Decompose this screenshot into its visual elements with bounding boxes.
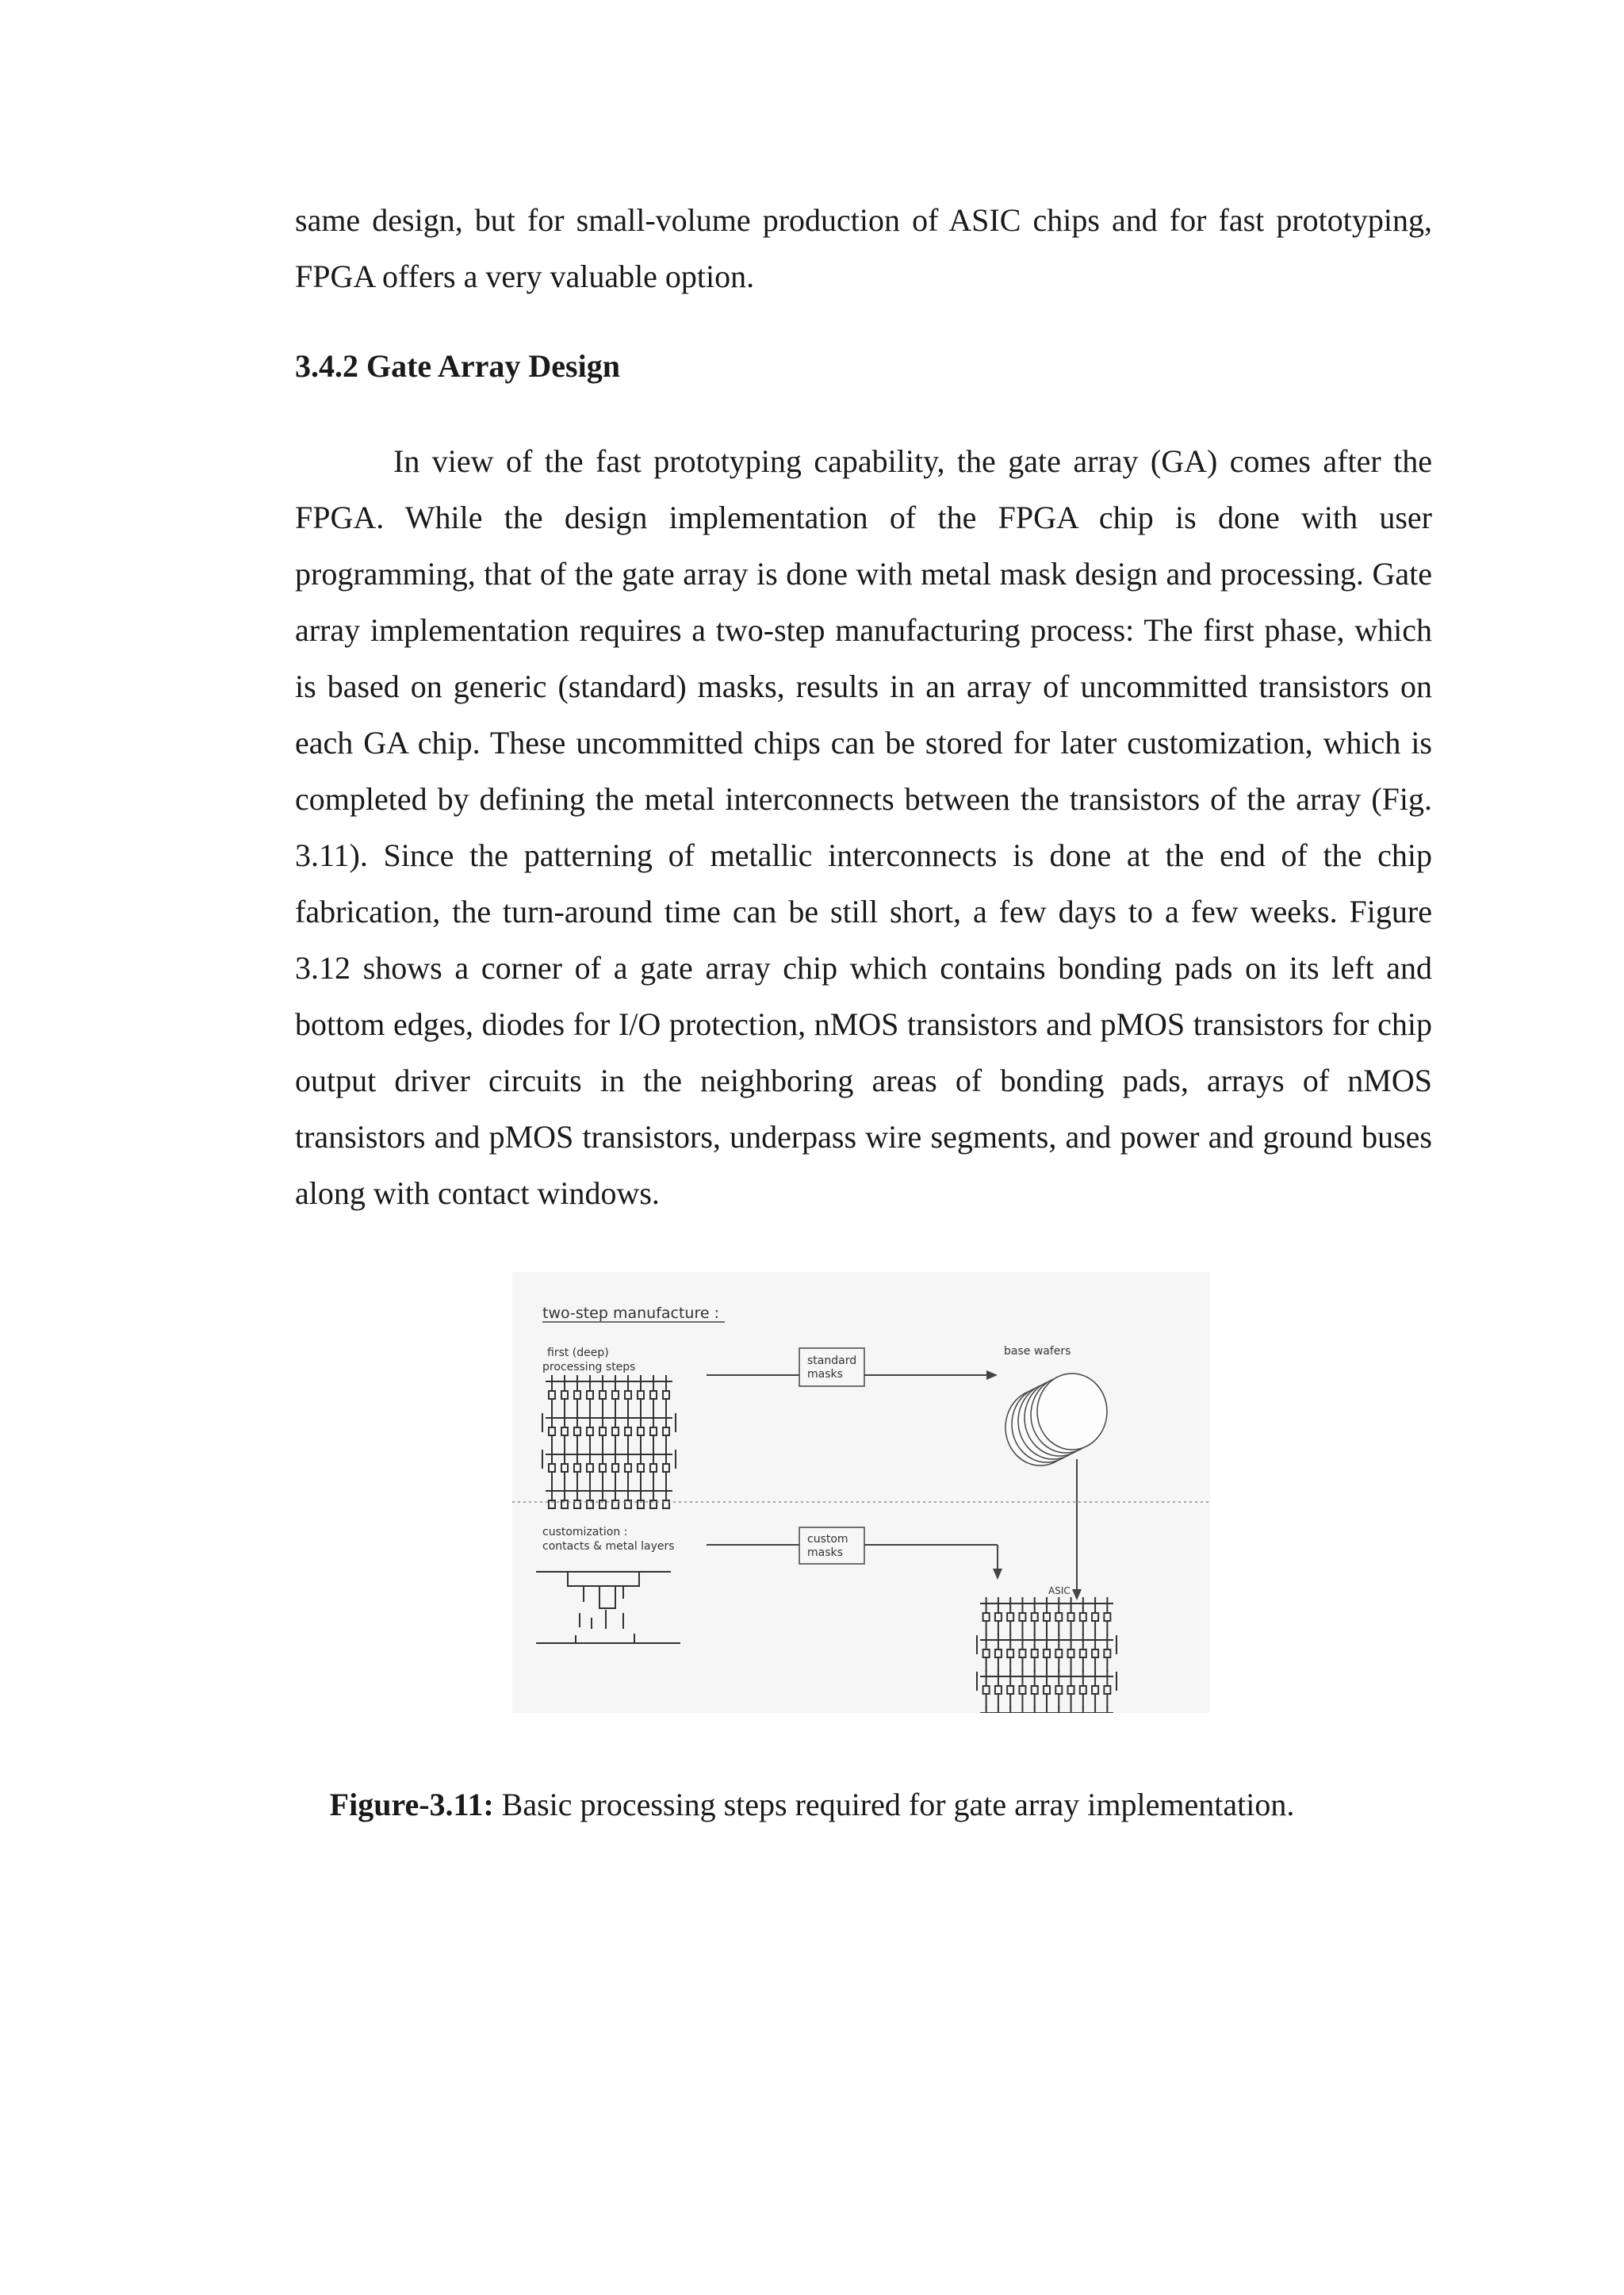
step2-label-line2: contacts & metal layers — [542, 1540, 675, 1553]
custom-masks-label-1: custom — [807, 1533, 848, 1546]
intro-text — [295, 192, 1432, 305]
body-paragraph: In view of the fast prototyping capability, the gate array (GA) comes after the FPGA. While the design implementation of the FPGA chip is done with user programming, that of the gate array is done with metal mask design and processing. Gate array implementation requires a two-step manufacturing process: The first phase, which is based on generic (standard) masks, results in an array of uncommitted transistors on each GA chip. These uncommitted chips can be stored for later customization, which is completed by defining the metal interconnects between the transistors of the array (Fig. 3.11). Since the patterning of metallic interconnects is done at the end of the chip fabrication, the turn-around time can be still short, a few days to a few weeks. Figure 3.12 shows a corner of a gate array chip which contains bonding pads on its left and bottom edges, diodes for I/O protection, nMOS transistors and pMOS transistors for chip output driver circuits in the neighboring areas of bonding pads, arrays of nMOS transistors and pMOS transistors, underpass wire segments, and power and ground buses along with contact windows. — [295, 443, 1432, 1211]
base-wafers-label: base wafers — [1004, 1345, 1071, 1358]
caption-label: Figure-3.11: — [329, 1787, 494, 1822]
section-heading: 3.4.2 Gate Array Design — [295, 348, 620, 384]
figure-title: two-step manufacture : — [542, 1305, 719, 1322]
intro-line-2: FPGA offers a very valuable option. — [295, 259, 755, 294]
figure-background — [512, 1272, 1210, 1713]
standard-masks-label-1: standard — [807, 1354, 857, 1367]
asic-label: ASIC — [1048, 1585, 1071, 1596]
custom-masks-label-2: masks — [807, 1546, 843, 1559]
intro-line-1: same design, but for small-volume production of ASIC chips and for fast prototyping, — [295, 202, 1432, 238]
standard-masks-label-2: masks — [807, 1368, 843, 1381]
gate-array-figure — [512, 1272, 1210, 1713]
body-paragraph-block — [295, 433, 1432, 1221]
step2-label-line1: customization : — [542, 1526, 628, 1538]
step1-label-line2: processing steps — [542, 1361, 636, 1374]
step1-label-line1: first (deep) — [547, 1347, 609, 1359]
figure-caption — [0, 1781, 1624, 1829]
caption-text: Basic processing steps required for gate array implementation. — [493, 1787, 1295, 1822]
